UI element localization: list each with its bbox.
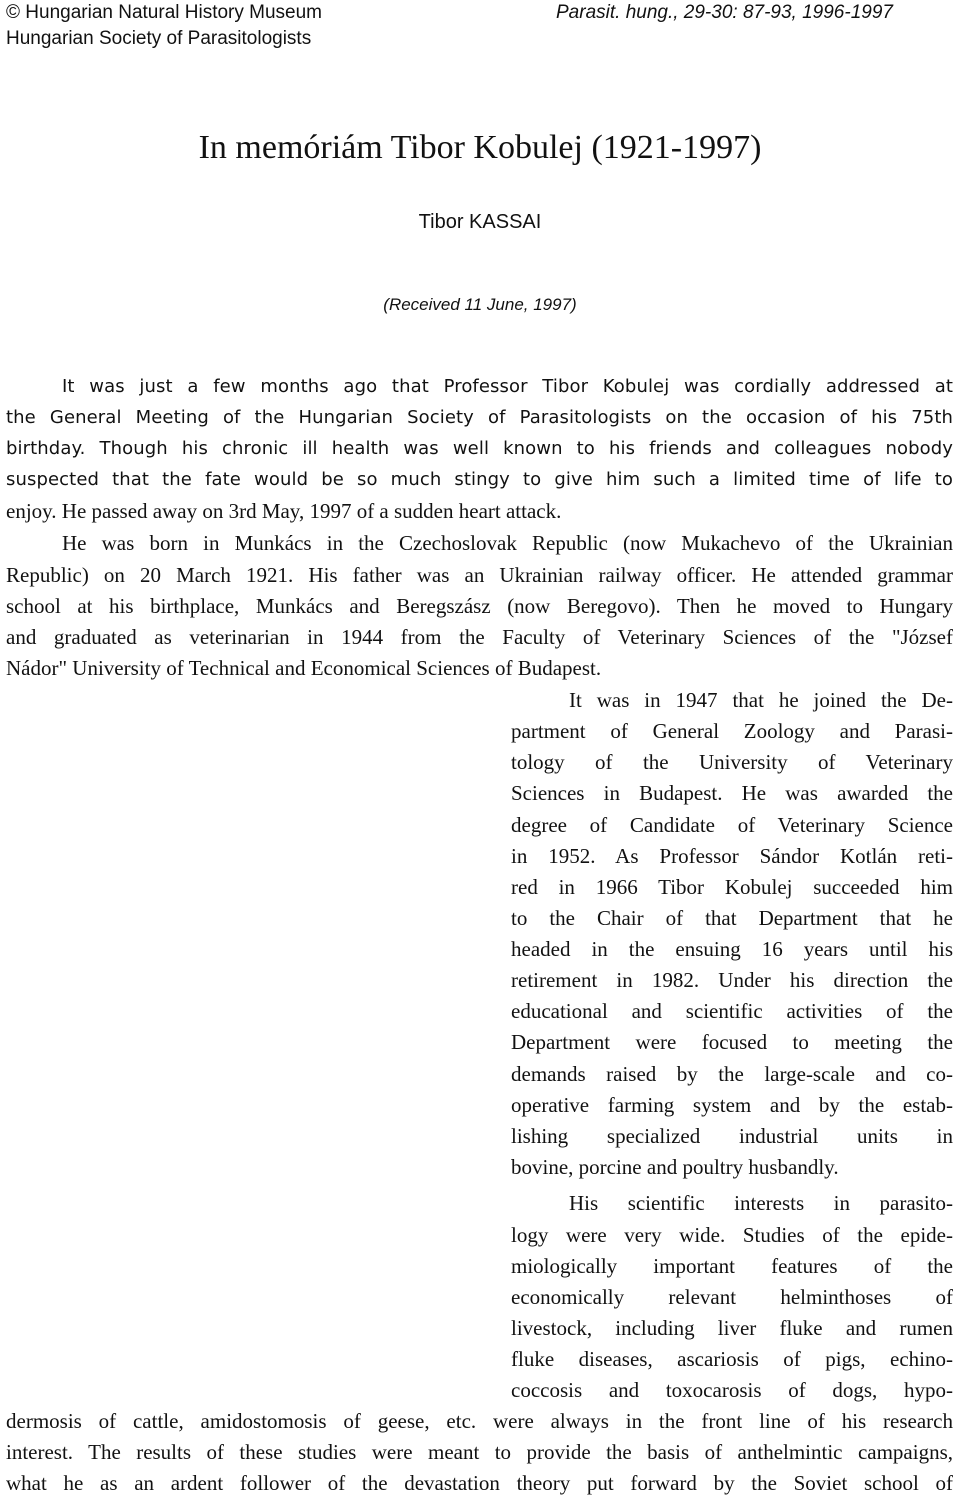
header-journal: Parasit. hung., 29-30: 87-93, 1996-1997 bbox=[556, 2, 893, 23]
text-line: school at his birthplace, Munkács and Beregszász (now Beregovo). Then he moved to Hungary bbox=[6, 594, 953, 618]
text-line: Department were focused to meeting the bbox=[511, 1030, 953, 1054]
text-line: in 1952. As Professor Sándor Kotlán reti- bbox=[511, 844, 953, 868]
text-line: the General Meeting of the Hungarian Society of Parasitologists on the occasion of his 75th bbox=[6, 407, 953, 428]
text-line: operative farming system and by the estab- bbox=[511, 1093, 953, 1117]
text-line: degree of Candidate of Veterinary Science bbox=[511, 813, 953, 837]
text-line: to the Chair of that Department that he bbox=[511, 906, 953, 930]
article-title: In memóriám Tibor Kobulej (1921-1997) bbox=[198, 129, 762, 166]
text-line: educational and scientific activities of the bbox=[511, 999, 953, 1023]
text-line: livestock, including liver fluke and rumen bbox=[511, 1316, 953, 1340]
text-line: demands raised by the large-scale and co- bbox=[511, 1062, 953, 1086]
text-line: Sciences in Budapest. He was awarded the bbox=[511, 781, 953, 805]
text-line: birthday. Though his chronic ill health was well known to his friends and colleagues nobody bbox=[6, 438, 953, 459]
header-society: Hungarian Society of Parasitologists bbox=[6, 28, 312, 49]
text-line: miologically important features of the bbox=[511, 1254, 953, 1278]
text-line: His scientific interests in parasito- bbox=[569, 1191, 953, 1215]
text-line: tology of the University of Veterinary bbox=[511, 750, 953, 774]
text-line: logy were very wide. Studies of the epide- bbox=[511, 1223, 953, 1247]
text-line: headed in the ensuing 16 years until his bbox=[511, 937, 953, 961]
text-line: red in 1966 Tibor Kobulej succeeded him bbox=[511, 875, 953, 899]
text-line: dermosis of cattle, amidostomosis of geese, etc. were always in the front line of his research bbox=[6, 1409, 953, 1433]
text-line: Nádor" University of Technical and Economical Sciences of Budapest. bbox=[6, 656, 602, 680]
text-line: He was born in Munkács in the Czechoslovak Republic (now Mukachevo of the Ukrainian bbox=[62, 531, 953, 555]
text-line: fluke diseases, ascariosis of pigs, echino- bbox=[511, 1347, 953, 1371]
text-line: lishing specialized industrial units in bbox=[511, 1124, 953, 1148]
text-line: Republic) on 20 March 1921. His father was an Ukrainian railway officer. He attended grammar bbox=[6, 563, 953, 587]
text-line: retirement in 1982. Under his direction the bbox=[511, 968, 953, 992]
text-line: bovine, porcine and poultry husbandly. bbox=[511, 1155, 839, 1179]
text-line: suspected that the fate would be so much stingy to give him such a limited time of life to bbox=[6, 469, 953, 490]
received-date: (Received 11 June, 1997) bbox=[383, 295, 577, 314]
article-author: Tibor KASSAI bbox=[418, 211, 542, 233]
text-line: partment of General Zoology and Parasi- bbox=[511, 719, 953, 743]
text-line: economically relevant helminthoses of bbox=[511, 1285, 953, 1309]
text-line: enjoy. He passed away on 3rd May, 1997 of a sudden heart attack. bbox=[6, 499, 562, 523]
text-line: interest. The results of these studies were meant to provide the basis of anthelmintic campaigns, bbox=[6, 1440, 953, 1464]
text-line: and graduated as veterinarian in 1944 from the Faculty of Veterinary Sciences of the "József bbox=[6, 625, 953, 649]
text-line: It was just a few months ago that Professor Tibor Kobulej was cordially addressed at bbox=[62, 376, 953, 397]
text-line: coccosis and toxocarosis of dogs, hypo- bbox=[511, 1378, 953, 1402]
header-museum: © Hungarian Natural History Museum bbox=[6, 2, 323, 23]
text-line: what he as an ardent follower of the devastation theory put forward by the Soviet school of bbox=[6, 1471, 953, 1495]
text-line: It was in 1947 that he joined the De- bbox=[569, 688, 953, 712]
